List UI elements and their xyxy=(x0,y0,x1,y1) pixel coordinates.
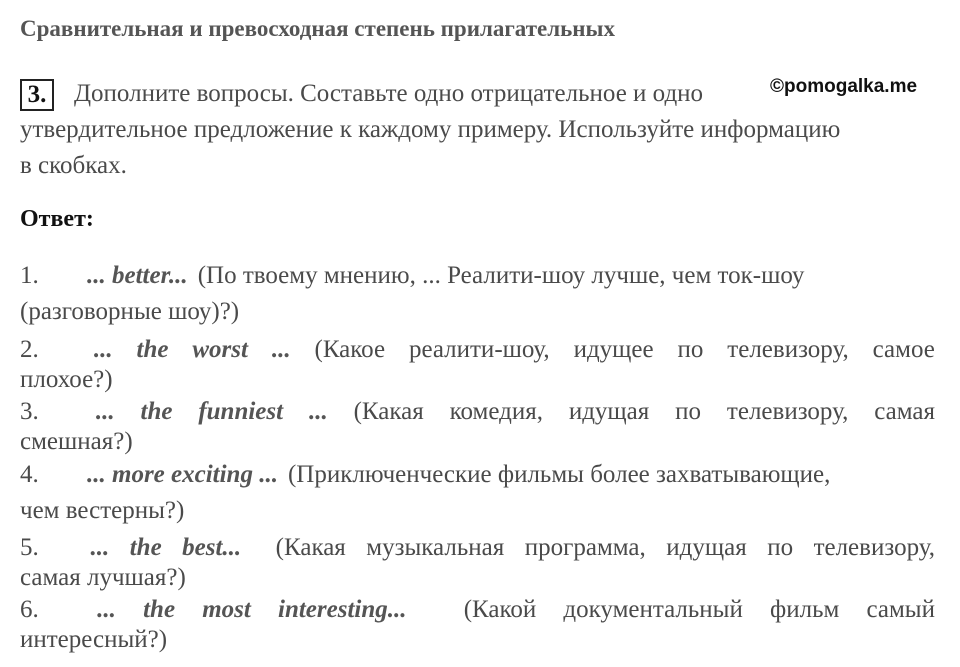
item-number: 1. xyxy=(20,262,39,289)
answer-item-row xyxy=(20,258,935,294)
item-hint-word: (Какая xyxy=(353,398,424,425)
item-number: 4. xyxy=(20,461,39,488)
item-phrase-word: ... xyxy=(97,596,116,623)
item-hint-word: (Какая xyxy=(275,534,346,561)
answer-item-5 xyxy=(20,530,935,596)
answer-item-3 xyxy=(20,394,935,460)
item-phrase-word: the xyxy=(143,596,176,623)
item-hint-word: (Какое xyxy=(314,336,386,363)
item-hint-word: по xyxy=(677,336,704,363)
item-phrase-word: funniest xyxy=(198,398,284,425)
item-phrase-word: worst xyxy=(192,336,248,363)
item-hint-word: (Какой xyxy=(463,596,537,623)
item-hint-word: идущая xyxy=(568,398,650,425)
item-hint-word: документальный xyxy=(563,596,743,623)
item-phrase-word: the xyxy=(136,336,169,363)
item-hint-word: реалити-шоу, xyxy=(408,336,550,363)
item-phrase-word: ... xyxy=(271,336,291,363)
item-hint-word: идущая xyxy=(666,534,747,561)
task-text-line-1: Дополните вопросы. Составьте одно отрицательное и одно xyxy=(74,80,704,107)
answer-label: Ответ: xyxy=(20,206,94,232)
watermark: ©pomogalka.me xyxy=(770,76,918,97)
item-phrase-word: best... xyxy=(182,534,242,561)
item-phrase-word: ... xyxy=(90,534,110,561)
answer-item-row xyxy=(20,394,935,430)
item-hint-word: музыкальная xyxy=(366,534,505,561)
item-hint: (По твоему мнению, ... Реалити-шоу лучше, чем ток-шоу xyxy=(197,262,805,289)
item-phrase-word: interesting... xyxy=(278,596,407,623)
item-phrase: ... more exciting ... xyxy=(87,461,278,488)
item-phrase-word: ... xyxy=(95,398,115,425)
item-continuation: (разговорные шоу)?) xyxy=(20,298,240,325)
item-hint-word: идущее xyxy=(573,336,654,363)
item-phrase-word: ... xyxy=(308,398,328,425)
item-hint-word: самое xyxy=(872,336,935,363)
item-phrase-word: ... xyxy=(93,336,113,363)
item-number: 2. xyxy=(20,336,39,363)
item-continuation: смешная?) xyxy=(20,428,133,455)
task-line-3: в скобках. xyxy=(20,152,127,179)
item-hint-word: программа, xyxy=(524,534,646,561)
item-continuation: интересный?) xyxy=(20,626,168,653)
task-number: 3. xyxy=(20,79,54,111)
item-phrase: ... better... xyxy=(87,262,188,289)
item-hint: (Приключенческие фильмы более захватывающие, xyxy=(287,461,831,488)
task-line-1 xyxy=(20,79,703,111)
item-number: 6. xyxy=(20,596,39,623)
answer-item-4 xyxy=(20,457,935,529)
item-hint-word: телевизору, xyxy=(813,534,935,561)
item-hint-word: фильм xyxy=(770,596,840,623)
item-hint-word: самая xyxy=(874,398,935,425)
answer-item-6 xyxy=(20,592,935,658)
answer-item-row xyxy=(20,457,935,493)
item-hint-word: телевизору, xyxy=(726,398,849,425)
item-hint-word: по xyxy=(675,398,702,425)
item-phrase-word: the xyxy=(129,534,162,561)
item-hint-word: комедия, xyxy=(449,398,543,425)
answer-item-row xyxy=(20,332,935,368)
item-hint-word: телевизору, xyxy=(727,336,849,363)
answer-item-2 xyxy=(20,332,935,398)
item-phrase-word: most xyxy=(202,596,251,623)
item-continuation: самая лучшая?) xyxy=(20,564,186,591)
item-number: 5. xyxy=(20,534,39,561)
item-continuation: плохое?) xyxy=(20,366,113,393)
item-continuation: чем вестерны?) xyxy=(20,497,185,524)
item-number: 3. xyxy=(20,398,39,425)
answer-item-1 xyxy=(20,258,935,330)
item-phrase-word: the xyxy=(140,398,173,425)
task-line-2: утвердительное предложение к каждому примеру. Используйте информацию xyxy=(20,116,841,143)
item-hint-word: по xyxy=(767,534,794,561)
section-title: Сравнительная и превосходная степень прилагательных xyxy=(20,16,615,41)
item-hint-word: самый xyxy=(866,596,935,623)
